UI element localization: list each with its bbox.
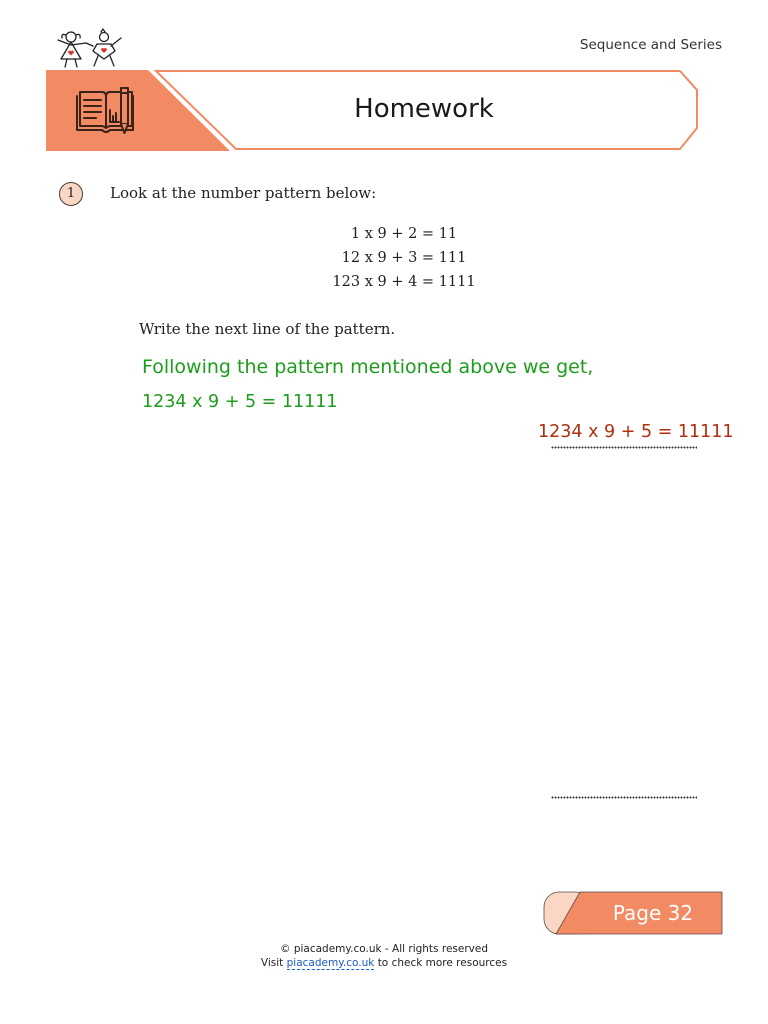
footer-visit-suffix: to check more resources (377, 957, 508, 969)
logo-boy-figure (86, 29, 121, 66)
question-number-badge (59, 182, 83, 206)
answer-text: 1234 x 9 + 5 = 11111 (538, 422, 734, 442)
logo-girl-heart (68, 51, 74, 56)
solution-explanation: Following the pattern mentioned above we get, (142, 356, 594, 378)
question-prompt: Look at the number pattern below: (110, 184, 377, 202)
pattern-line: 12 x 9 + 3 = 111 (341, 250, 467, 266)
pattern-line: 123 x 9 + 4 = 1111 (332, 274, 476, 290)
answer-dotted-line (551, 796, 697, 799)
footer-visit-prefix: Visit (260, 957, 284, 969)
pattern-line: 1 x 9 + 2 = 11 (350, 226, 458, 242)
logo-girl-figure (58, 32, 86, 67)
solution-working: 1234 x 9 + 5 = 11111 (142, 392, 338, 412)
footer-copyright: © piacademy.co.uk - All rights reserved (280, 943, 488, 955)
logo-boy-heart (101, 48, 107, 53)
footer-visit-line (0, 956, 768, 970)
question-number: 1 (66, 186, 76, 201)
answer-dotted-line (551, 446, 697, 449)
footer-site-link[interactable]: piacademy.co.uk (286, 957, 375, 969)
stick-figure-kids-logo (50, 26, 130, 70)
question-instruction: Write the next line of the pattern. (139, 320, 396, 338)
page-title: Homework (354, 94, 494, 124)
page-number: Page 32 (612, 901, 694, 925)
number-pattern (294, 222, 514, 294)
worksheet-topic: Sequence and Series (579, 37, 722, 53)
